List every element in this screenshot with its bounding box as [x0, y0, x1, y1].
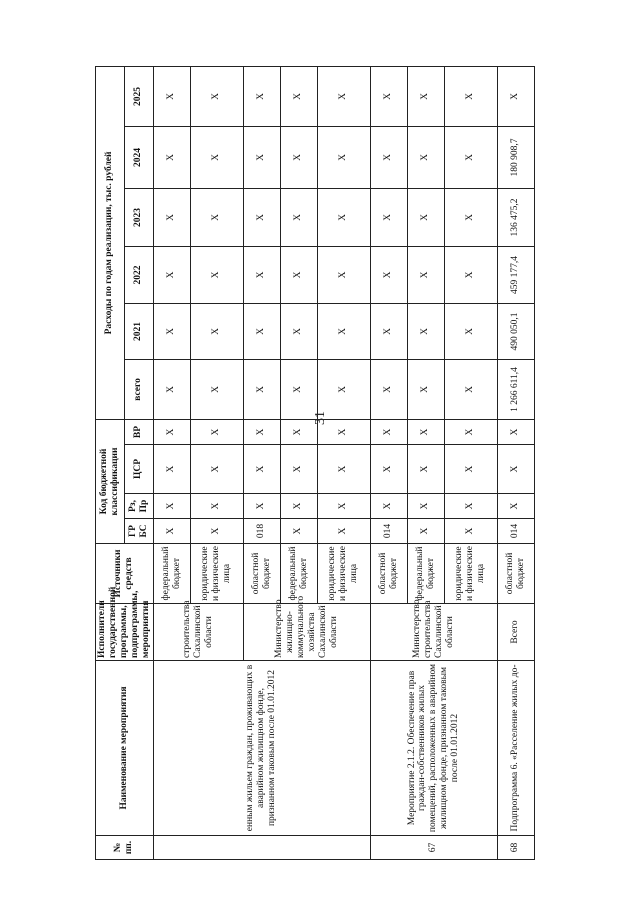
value-2021: X — [280, 303, 317, 359]
measure-name: Подпрограмма 6. «Расселение жилых до- — [497, 661, 534, 836]
value-2021: X — [190, 303, 243, 359]
header-executor: Исполнители государственной программы, подпрограммы, мероприятия — [96, 604, 154, 661]
value-total: X — [190, 359, 243, 419]
value-total: X — [280, 359, 317, 419]
code-vr: X — [497, 419, 534, 444]
value-2021: X — [407, 303, 444, 359]
code-grbs: X — [317, 519, 370, 544]
code-grbs: X — [407, 519, 444, 544]
funding-source: областной бюджет — [370, 544, 407, 604]
value-2023: X — [280, 188, 317, 246]
value-2022: X — [444, 246, 497, 303]
value-2021: 490 050,1 — [497, 303, 534, 359]
value-2025: X — [370, 66, 407, 126]
executor: Всего — [497, 604, 534, 661]
code-rzpr: X — [497, 494, 534, 519]
row-number: 68 — [497, 836, 534, 860]
value-2023: X — [444, 188, 497, 246]
code-rzpr: X — [317, 494, 370, 519]
funding-source: юридические и физические лица — [190, 544, 243, 604]
code-vr: X — [370, 419, 407, 444]
budget-table — [95, 66, 535, 860]
value-total: X — [317, 359, 370, 419]
value-2022: X — [370, 246, 407, 303]
value-2022: X — [317, 246, 370, 303]
table-row — [153, 66, 190, 859]
value-2025: X — [407, 66, 444, 126]
code-vr: X — [190, 419, 243, 444]
code-csr: X — [243, 445, 280, 494]
row-number: 67 — [370, 836, 497, 860]
header-row-1 — [96, 66, 125, 859]
value-2022: 459 177,4 — [497, 246, 534, 303]
value-2023: X — [190, 188, 243, 246]
row-number — [153, 836, 370, 860]
code-rzpr: X — [190, 494, 243, 519]
header-expenses: Расходы по годам реализации, тыс. рублей — [96, 66, 125, 419]
code-vr: X — [243, 419, 280, 444]
header-2023: 2023 — [124, 188, 153, 246]
code-csr: X — [497, 445, 534, 494]
code-rzpr: X — [444, 494, 497, 519]
page-number: 31 — [313, 411, 328, 425]
value-2025: X — [153, 66, 190, 126]
value-total: X — [370, 359, 407, 419]
executor: строительства Сахалинской области — [153, 604, 243, 661]
code-rzpr: X — [243, 494, 280, 519]
code-csr: X — [407, 445, 444, 494]
code-csr: X — [444, 445, 497, 494]
value-2024: X — [243, 126, 280, 188]
value-2021: X — [370, 303, 407, 359]
code-rzpr: X — [407, 494, 444, 519]
value-2022: X — [407, 246, 444, 303]
value-2025: X — [317, 66, 370, 126]
value-2023: X — [407, 188, 444, 246]
code-csr: X — [280, 445, 317, 494]
value-2023: X — [317, 188, 370, 246]
header-rzpr: Рз, Пр — [124, 494, 153, 519]
budget-table-rotated — [95, 67, 527, 860]
value-total: 1 266 611,4 — [497, 359, 534, 419]
value-2021: X — [243, 303, 280, 359]
header-total: всего — [124, 359, 153, 419]
value-2025: X — [190, 66, 243, 126]
value-2021: X — [153, 303, 190, 359]
code-grbs: X — [153, 519, 190, 544]
value-total: X — [243, 359, 280, 419]
code-csr: X — [153, 445, 190, 494]
value-2025: X — [497, 66, 534, 126]
code-grbs: X — [190, 519, 243, 544]
value-total: X — [444, 359, 497, 419]
code-rzpr: X — [153, 494, 190, 519]
value-2023: 136 475,2 — [497, 188, 534, 246]
code-rzpr: X — [280, 494, 317, 519]
header-csr: ЦСР — [124, 445, 153, 494]
measure-name: Мероприятие 2.1.2. Обеспечение прав граждан-собственников жилых помещений, расположенных в аварийном жилищном фонде, признанном таковым после 01.01.2012 — [370, 661, 497, 836]
header-2025: 2025 — [124, 66, 153, 126]
value-2024: X — [407, 126, 444, 188]
value-2021: X — [317, 303, 370, 359]
funding-source: федеральный бюджет — [407, 544, 444, 604]
code-vr: X — [444, 419, 497, 444]
code-csr: X — [370, 445, 407, 494]
value-2025: X — [243, 66, 280, 126]
value-2022: X — [153, 246, 190, 303]
code-grbs: X — [280, 519, 317, 544]
value-total: X — [407, 359, 444, 419]
value-2025: X — [444, 66, 497, 126]
header-name: Наименование мероприятия — [96, 661, 154, 836]
code-csr: X — [317, 445, 370, 494]
header-2021: 2021 — [124, 303, 153, 359]
code-rzpr: X — [370, 494, 407, 519]
value-2024: X — [280, 126, 317, 188]
header-vr: ВР — [124, 419, 153, 444]
header-budget-code: Код бюджетной классификации — [96, 419, 125, 543]
code-csr: X — [190, 445, 243, 494]
funding-source: областной бюджет — [243, 544, 280, 604]
code-vr: X — [280, 419, 317, 444]
code-vr: X — [407, 419, 444, 444]
value-2022: X — [280, 246, 317, 303]
code-vr: X — [317, 419, 370, 444]
executor: Министерство строительства Сахалинской области — [370, 604, 497, 661]
header-2022: 2022 — [124, 246, 153, 303]
code-grbs: 014 — [497, 519, 534, 544]
value-2025: X — [280, 66, 317, 126]
funding-source: федеральный бюджет — [280, 544, 317, 604]
header-2024: 2024 — [124, 126, 153, 188]
funding-source: юридические и физические лица — [444, 544, 497, 604]
value-2022: X — [243, 246, 280, 303]
value-2024: X — [190, 126, 243, 188]
value-2024: X — [153, 126, 190, 188]
value-2024: X — [317, 126, 370, 188]
funding-source: федеральный бюджет — [153, 544, 190, 604]
code-grbs: 018 — [243, 519, 280, 544]
value-2024: X — [444, 126, 497, 188]
code-grbs: X — [444, 519, 497, 544]
code-grbs: 014 — [370, 519, 407, 544]
value-2023: X — [243, 188, 280, 246]
measure-name: енным жильем граждан, проживающих в аварийном жилищном фонде, признанном таковым после 01.01.2012 — [153, 661, 370, 836]
value-2024: X — [370, 126, 407, 188]
value-2021: X — [444, 303, 497, 359]
header-grbs: ГР БС — [124, 519, 153, 544]
funding-source: областной бюджет — [497, 544, 534, 604]
value-total: X — [153, 359, 190, 419]
funding-source: юридические и физические лица — [317, 544, 370, 604]
executor: Министерство жилищно-коммунального хозяйства Сахалинской области — [243, 604, 370, 661]
header-source: Источники средств — [96, 544, 154, 604]
code-vr: X — [153, 419, 190, 444]
table-row — [370, 66, 407, 859]
value-2023: X — [153, 188, 190, 246]
value-2022: X — [190, 246, 243, 303]
value-2023: X — [370, 188, 407, 246]
header-no: № пп. — [96, 836, 154, 860]
table-row — [497, 66, 534, 859]
value-2024: 180 908,7 — [497, 126, 534, 188]
